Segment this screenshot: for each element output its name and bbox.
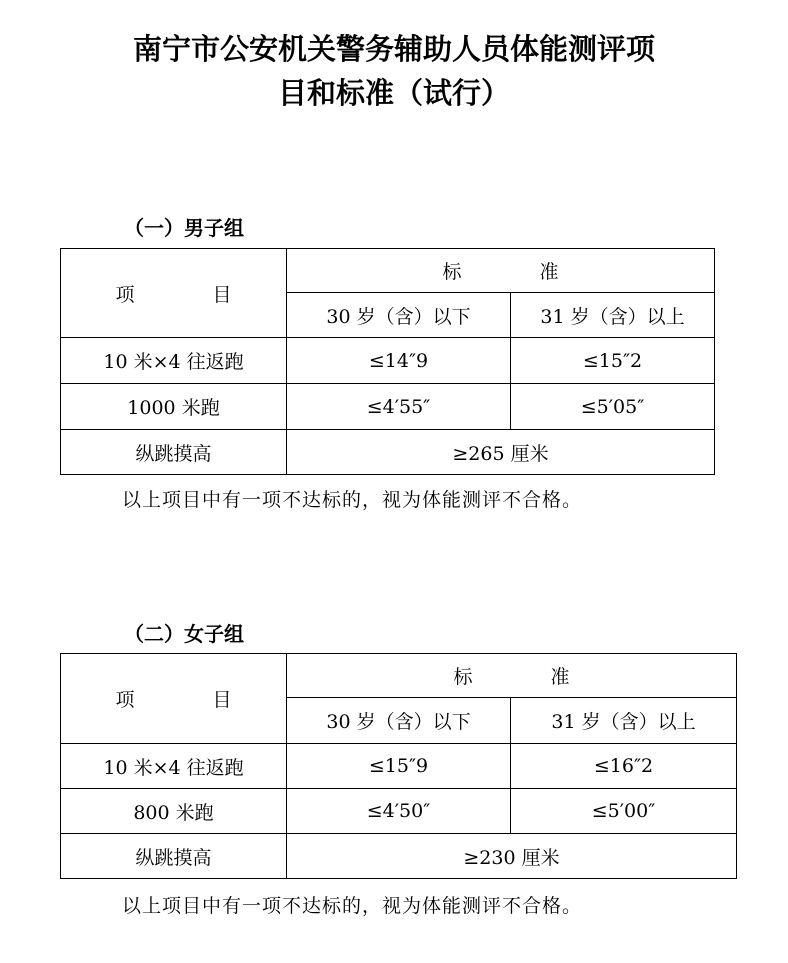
row-value-col-1: ≤15″9	[287, 744, 511, 789]
row-value-col-2: ≤5′05″	[511, 384, 715, 430]
table-row	[61, 338, 715, 384]
row-item-cell: 10 米×4 往返跑	[61, 744, 287, 789]
table-row	[61, 744, 737, 789]
document-title-line-1: 南宁市公安机关警务辅助人员体能测评项	[132, 32, 655, 66]
row-merged-value: ≥230 厘米	[287, 834, 737, 879]
row-merged-value: ≥265 厘米	[287, 430, 715, 475]
section-heading-female: （二）女子组	[124, 622, 244, 646]
row-item-cell: 800 米跑	[61, 789, 287, 834]
table-row	[61, 789, 737, 834]
row-item-cell: 纵跳摸高	[61, 430, 287, 475]
section-note-female: 以上项目中有一项不达标的，视为体能测评不合格。	[122, 895, 583, 917]
table-row	[61, 384, 715, 430]
row-value-col-2: ≤15″2	[511, 338, 715, 384]
table-row	[61, 834, 737, 879]
row-value-col-1: ≤4′55″	[287, 384, 511, 430]
header-item-cell: 项 目	[61, 654, 287, 744]
header-age-col-1: 30 岁（含）以下	[287, 293, 511, 338]
section-heading-male: （一）男子组	[124, 216, 244, 240]
row-value-col-2: ≤16″2	[511, 744, 737, 789]
row-value-col-2: ≤5′00″	[511, 789, 737, 834]
header-standard-cell: 标 准	[287, 654, 737, 698]
row-value-col-1: ≤14″9	[287, 338, 511, 384]
standards-table-female	[60, 653, 737, 879]
header-age-col-2: 31 岁（含）以上	[511, 698, 737, 744]
section-note-male: 以上项目中有一项不达标的，视为体能测评不合格。	[122, 489, 583, 511]
row-value-col-1: ≤4′50″	[287, 789, 511, 834]
row-item-cell: 1000 米跑	[61, 384, 287, 430]
row-item-cell: 10 米×4 往返跑	[61, 338, 287, 384]
document-title-line-2: 目和标准（试行）	[277, 76, 510, 110]
standards-table-male	[60, 248, 715, 475]
table-row	[61, 430, 715, 475]
header-age-col-2: 31 岁（含）以上	[511, 293, 715, 338]
row-item-cell: 纵跳摸高	[61, 834, 287, 879]
header-age-col-1: 30 岁（含）以下	[287, 698, 511, 744]
header-item-cell: 项 目	[61, 249, 287, 338]
header-standard-cell: 标 准	[287, 249, 715, 293]
